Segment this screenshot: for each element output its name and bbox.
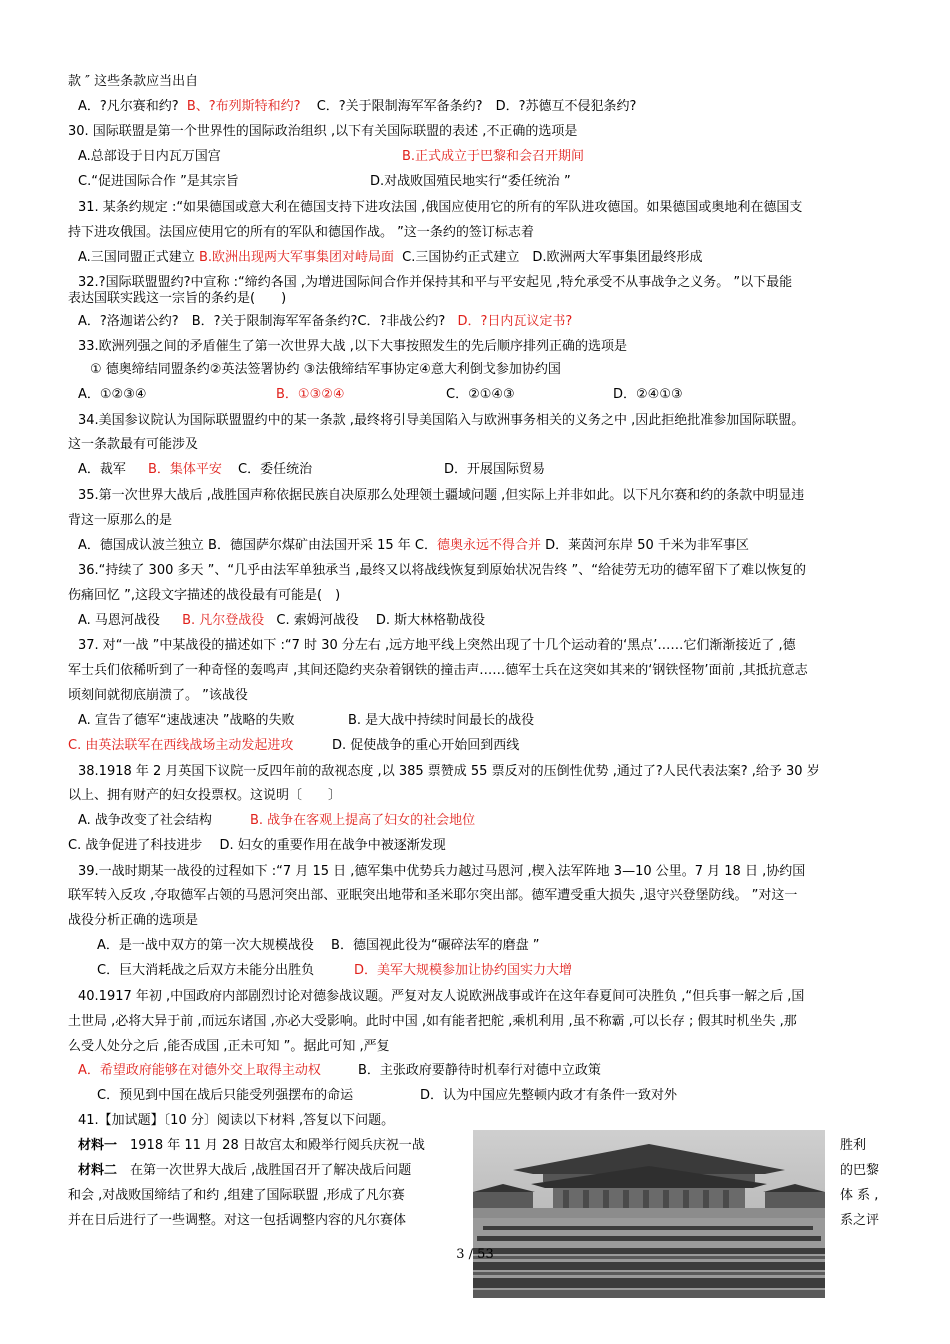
question-31: 31. 某条约规定 :“如果德国或意大利在德国支持下进攻法国 ,俄国应使用它的所有的军队进攻德国。如果德国或奥地利在德国支: [78, 200, 803, 215]
question-34: 34.美国参议院认为国际联盟盟约中的某一条款 ,最终将引导美国陷入与欧洲事务相关的义务之中 ,因此拒绝批准参加国际联盟。: [78, 413, 805, 428]
q37-options-row1: [68, 712, 888, 730]
option-d: D. 促使战争的重心开始回到西线: [332, 738, 520, 753]
q29-options: [68, 98, 888, 116]
option-a: A．裁军: [78, 462, 126, 477]
question-40: 40.1917 年初 ,中国政府内部剧烈讨论对德参战议题。严复对友人说欧洲战事或许在这年春夏间可决胜负 ,“但兵事一解之后 ,国: [78, 989, 805, 1004]
q34-options: [68, 461, 888, 479]
option-a: A．?凡尔赛和约?: [78, 99, 179, 114]
answer-option: B．集体平安: [148, 462, 222, 477]
text-line: 战役分析正确的选项是: [68, 913, 199, 928]
option-cd: C.三国协约正式建立 D.欧洲两大军事集团最终形成: [402, 250, 703, 265]
q39-options-row1: A．是一战中双方的第一次大规模战役 B．德国视此役为“碾碎法军的磨盘 ”: [97, 938, 540, 953]
text-line: 顷刻间就彻底崩溃了。 ”该战役: [68, 688, 248, 703]
material-label: 材料二: [78, 1163, 118, 1178]
q38-options-row2: C. 战争促进了科技进步 D. 妇女的重要作用在战争中被逐渐发现: [68, 838, 446, 853]
option-b: B. 是大战中持续时间最长的战役: [348, 713, 535, 728]
q40-options-row2: [68, 1087, 888, 1105]
material-text: 和会 ,对战败国缔结了和约 ,组建了国际联盟 ,形成了凡尔赛: [68, 1188, 405, 1203]
q32-options: [68, 313, 888, 331]
q31-options: [68, 249, 888, 267]
question-37: 37. 对“一战 ”中某战役的描述如下 :“7 时 30 分左右 ,远方地平线上突然出现了十几个运动着的‘黑点’……它们渐渐接近了 ,德: [78, 638, 796, 653]
text-line: 土世局 ,必将大异于前 ,而远东诸国 ,亦必大受影响。此时中国 ,如有能者把舵 ,乘机利用 ,虽不称霸 ,可以长存 ; 假其时机坐失 ,那: [68, 1014, 797, 1029]
option-d: D．②④①③: [613, 387, 683, 402]
q37-options-row2: [68, 737, 888, 755]
option-a: A．①②③④: [78, 387, 147, 402]
question-39: 39.一战时期某一战役的过程如下 :“7 月 15 日 ,德军集中优势兵力越过马恩河 ,楔入法军阵地 3—10 公里。7 月 18 日 ,协约国: [78, 864, 806, 879]
option-a: A.三国同盟正式建立: [78, 250, 195, 265]
option-d: D．开展国际贸易: [444, 462, 546, 477]
answer-option: B.正式成立于巴黎和会召开期间: [402, 149, 585, 164]
text-line: 持下进攻俄国。法国应使用它的所有的军队和德国作战。 ”这一条约的签订标志着: [68, 225, 534, 240]
option-cd: C. 索姆河战役 D. 斯大林格勒战役: [276, 613, 486, 628]
option-c: C.“促进国际合作 ”是其宗旨: [78, 174, 239, 189]
material-text: 1918 年 11 月 28 日故宫太和殿举行阅兵庆祝一战: [117, 1138, 425, 1153]
option-d: D．莱茵河东岸 50 千米为非军事区: [540, 538, 749, 553]
text-line: 联军转入反攻 ,夺取德军占领的马恩河突出部、亚眠突出地带和圣米耶尔突出部。德军遭受重大损失 ,退守兴登堡防线。 ”对这一: [68, 888, 798, 903]
question-41: 41.【加试题】〔10 分〕阅读以下材料 ,答复以下问题。: [78, 1113, 395, 1128]
option-c: C．巨大消耗战之后双方未能分出胜负: [97, 963, 315, 978]
answer-option: D．?日内瓦议定书?: [457, 314, 573, 329]
material-text-tail: 胜利: [840, 1138, 867, 1153]
material-text: 在第一次世界大战后 ,战胜国召开了解决战后问题: [117, 1163, 412, 1178]
parade-photo: [473, 1130, 825, 1298]
option-a: A. 宣告了德军“速战速决 ”战略的失败: [78, 713, 295, 728]
material-label: 材料一: [78, 1138, 118, 1153]
q33-options: [68, 386, 888, 404]
option-b: B．主张政府要静待时机奉行对德中立政策: [358, 1063, 601, 1078]
q38-options-row1: [68, 812, 888, 830]
q40-options-row1: [68, 1062, 888, 1080]
answer-option: 德奥永远不得合并: [436, 538, 541, 553]
option-c: C．②①④③: [446, 387, 515, 402]
q33-items: ① 德奥缔结同盟条约②英法签署协约 ③法俄缔结军事协定④意大利倒戈参加协约国: [90, 362, 561, 377]
option-a: A. 战争改变了社会结构: [78, 813, 212, 828]
answer-option: B. 凡尔登战役: [182, 613, 265, 628]
question-36: 36.“持续了 300 多天 ”、“几乎由法军单独承当 ,最终又以将战线恢复到原始状况告终 ”、“给徒劳无功的德军留下了难以恢复的: [78, 563, 806, 578]
option-d: D．认为中国应先整顿内政才有条件一致对外: [420, 1088, 678, 1103]
material-text-tail: 系之评: [840, 1213, 880, 1228]
material-1: [78, 1137, 478, 1155]
text-line: 背这一原那么的是: [68, 513, 173, 528]
text-line: 以上、拥有财产的妇女投票权。这说明〔 〕: [68, 788, 342, 803]
material-text-tail: 的巴黎: [840, 1163, 880, 1178]
q30-options-row2: [68, 173, 888, 191]
material-2: [78, 1162, 478, 1180]
option-ab: A．德国成认波兰独立 B．德国萨尔煤矿由法国开采 15 年 C．: [78, 538, 437, 553]
question-38: 38.1918 年 2 月英国下议院一反四年前的敌视态度 ,以 385 票赞成 55 票反对的压倒性优势 ,通过了?人民代表法案? ,给予 30 岁: [78, 764, 820, 779]
question-35: 35.第一次世界大战后 ,战胜国声称依据民族自决原那么处理领土疆域问题 ,但实际上并非如此。以下凡尔赛和约的条款中明显违: [78, 488, 805, 503]
option-d: D.对战败国殖民地实行“委任统治 ”: [370, 174, 571, 189]
q30-options-row1: [68, 148, 888, 166]
material-text: 并在日后进行了一些调整。对这一包括调整内容的凡尔赛体: [68, 1213, 407, 1228]
answer-option: A．希望政府能够在对德外交上取得主动权: [78, 1063, 321, 1078]
q36-options: [68, 612, 888, 630]
option-c: C．委任统治: [238, 462, 313, 477]
text-line: 表达国联实践这一宗旨的条约是( ): [68, 291, 287, 306]
text-line: 军士兵们依稀听到了一种奇怪的轰鸣声 ,其间还隐约夹杂着钢铁的撞击声……德军士兵在这突如其来的‘钢铁怪物’面前 ,其抵抗意志: [68, 663, 808, 678]
answer-option: D．美军大规模参加让协约国实力大增: [354, 963, 573, 978]
option-cd: C．?关于限制海军军备条约? D．?苏德互不侵犯条约?: [316, 99, 637, 114]
question-33: 33.欧洲列强之间的矛盾催生了第一次世界大战 ,以下大事按照发生的先后顺序排列正确的选项是: [78, 339, 627, 354]
answer-option: B、?布列斯特和约?: [186, 99, 301, 114]
answer-option: B. 战争在客观上提高了妇女的社会地位: [250, 813, 476, 828]
question-32: 32.?国际联盟盟约?中宣称 :“缔约各国 ,为增进国际间合作并保持其和平与平安起见 ,特允承受不从事战争之义务。 ”以下最能: [78, 275, 793, 290]
text-line: 伤痛回忆 ”,这段文字描述的战役最有可能是( ): [68, 588, 341, 603]
option-a: A.总部设于日内瓦万国宫: [78, 149, 221, 164]
text-line: 么受人处分之后 ,能否成国 ,正未可知 ”。据此可知 ,严复: [68, 1039, 390, 1054]
material-text-tail: 体 系 ,: [840, 1188, 879, 1203]
text-line: 这一条款最有可能涉及: [68, 437, 199, 452]
text-line: 款 ″ 这些条款应当出自: [68, 74, 199, 89]
page-number: 3 / 53: [456, 1247, 494, 1262]
answer-option: B.欧洲出现两大军事集团对峙局面: [198, 250, 395, 265]
option-a: A. 马恩河战役: [78, 613, 160, 628]
q39-options-row2: [68, 962, 888, 980]
question-30: 30. 国际联盟是第一个世界性的国际政治组织 ,以下有关国际联盟的表述 ,不正确的选项是: [68, 124, 578, 139]
option-c: C．预见到中国在战后只能受列强摆布的命运: [97, 1088, 354, 1103]
answer-option: B．①③②④: [276, 387, 345, 402]
option-abc: A．?洛迦诺公约? B．?关于限制海军军备条约?C．?非战公约?: [78, 314, 446, 329]
q35-options: [68, 537, 888, 555]
answer-option: C. 由英法联军在西线战场主动发起进攻: [68, 738, 294, 753]
